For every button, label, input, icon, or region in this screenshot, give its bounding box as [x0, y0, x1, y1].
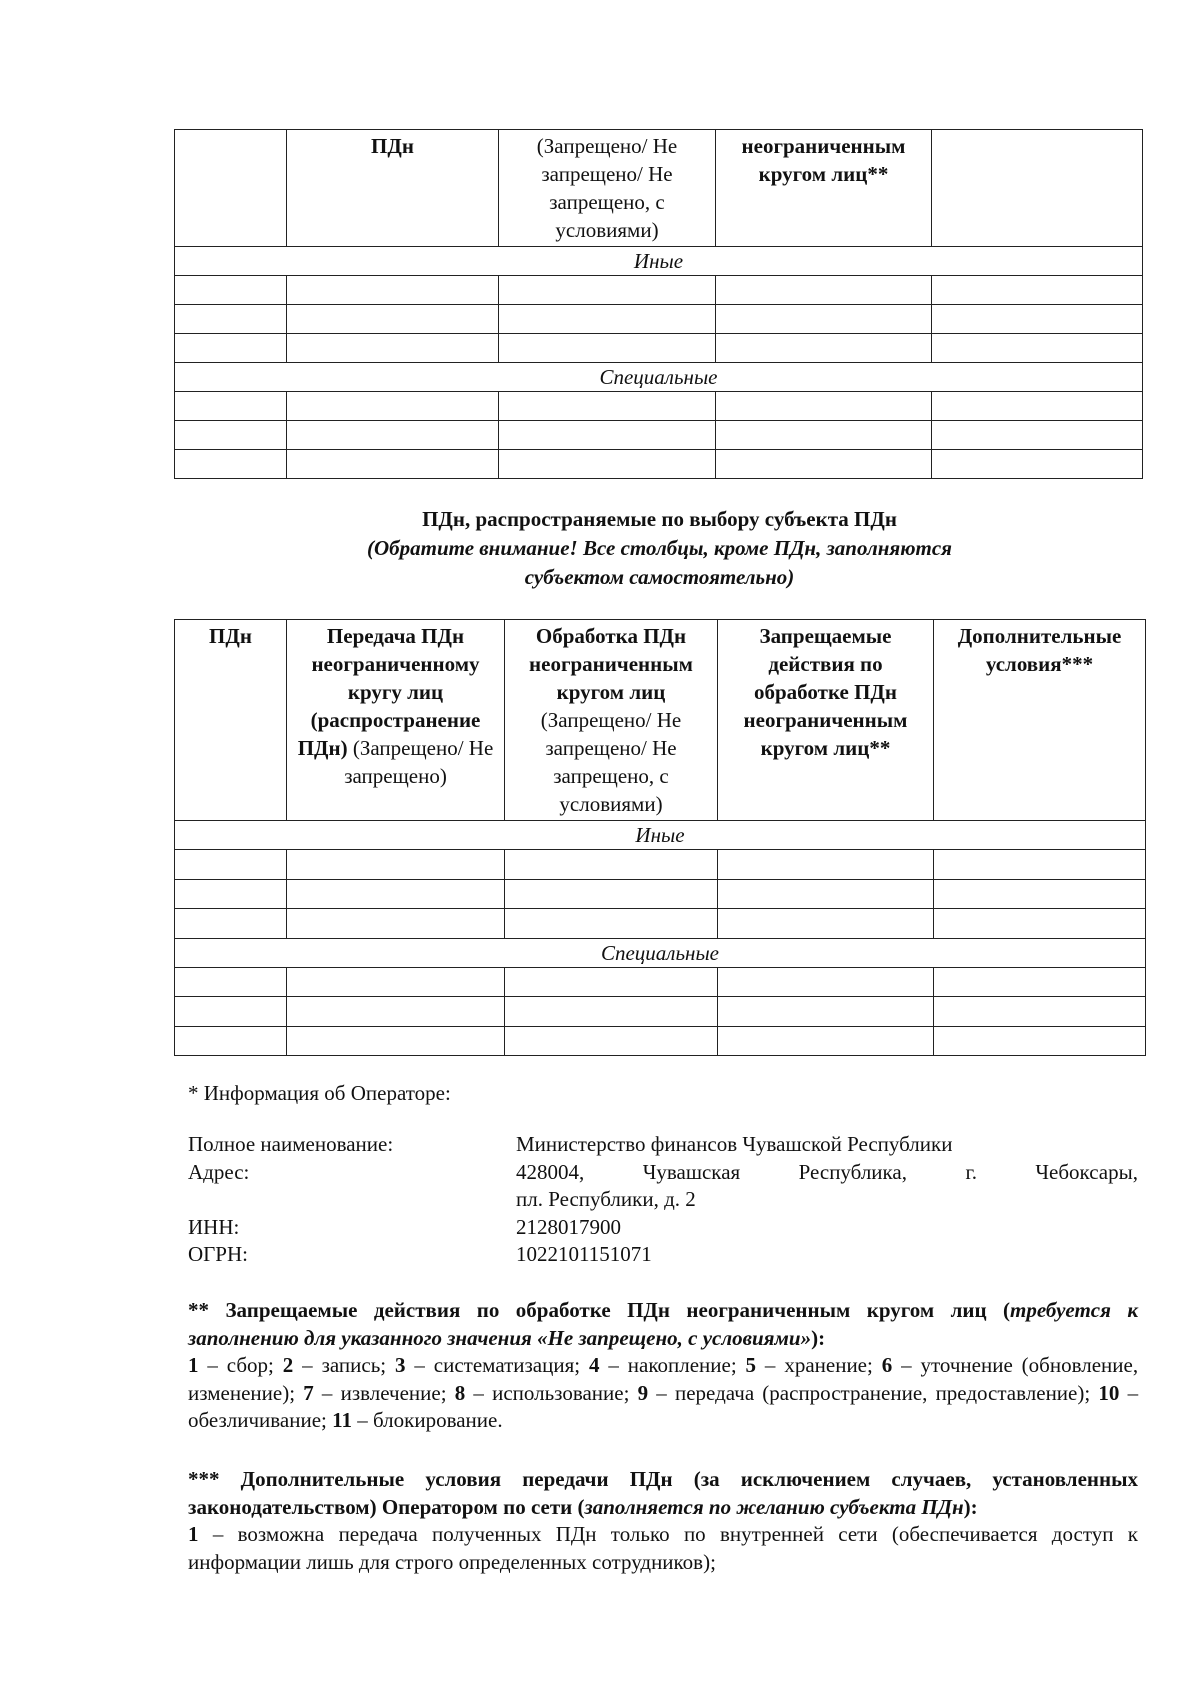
table-cell — [716, 276, 932, 305]
item-text: использование; — [492, 1380, 630, 1405]
table-cell — [499, 334, 716, 363]
header-cell — [934, 620, 1146, 821]
table-cell — [175, 850, 287, 880]
section-row — [175, 247, 1143, 276]
table-row — [175, 850, 1146, 880]
table-cell — [932, 421, 1143, 450]
header-bold: ПДн — [209, 624, 252, 648]
table-cell — [505, 850, 718, 880]
item-number: 10 — [1098, 1380, 1120, 1405]
table-cell — [932, 334, 1143, 363]
table-cell — [287, 392, 499, 421]
item-number: 1 — [188, 1353, 199, 1377]
item-text: передача (распространение, предоставление); — [674, 1380, 1091, 1405]
table-cell — [175, 909, 287, 939]
table-row — [175, 334, 1143, 363]
section-row — [175, 363, 1143, 392]
table-cell — [505, 909, 718, 939]
table-cell — [499, 392, 716, 421]
header-bold: Обработка ПДн неограниченным кругом лиц — [529, 624, 693, 704]
header-bold: Передача ПДн неограниченному кругу лиц (распространение ПДн) — [297, 624, 481, 760]
footnote-title: Запрещаемые действия по обработке ПДн неограниченным кругом лиц — [225, 1298, 987, 1322]
table-header-row — [175, 620, 1146, 821]
item-text: извлечение; — [340, 1380, 447, 1405]
item-number: 8 — [454, 1380, 466, 1405]
item-number: 11 — [332, 1408, 352, 1432]
table-cell — [505, 1026, 718, 1056]
table-cell — [175, 276, 287, 305]
item-text: блокирование. — [372, 1408, 503, 1432]
section-note: (Обратите внимание! Все столбцы, кроме ПДн, заполняются субъектом самостоятельно) — [367, 536, 952, 589]
table-cell — [718, 879, 934, 909]
footnote-marker: ** — [188, 1298, 209, 1322]
item-text: накопление; — [627, 1353, 737, 1377]
table-cell — [175, 334, 287, 363]
table-cell — [175, 421, 287, 450]
table-cell — [934, 1026, 1146, 1056]
table-cell — [499, 305, 716, 334]
item-text: сбор; — [226, 1353, 274, 1377]
operator-info — [188, 1131, 1138, 1269]
section-row — [175, 938, 1146, 967]
table-row — [175, 997, 1146, 1027]
table-cell — [716, 334, 932, 363]
field-label: Адрес: — [188, 1159, 250, 1184]
table-cell — [718, 850, 934, 880]
item-number: 4 — [589, 1353, 600, 1377]
footnote-items: 1 – сбор; 2 – запись; 3 – систематизация; 4 – накопление; 5 – хранение; 6 – уточнение (обновление, изменение); 7 – извлечение; 8 – использование; 9 – передача (распространение, предоставление); 10 – обезличивание; 11 – блокирование. — [188, 1353, 1139, 1432]
item-number: 5 — [745, 1353, 757, 1377]
footnote-additional-conditions: *** Дополнительные условия передачи ПДн (за исключением случаев, установленных законодательством) Оператором по сети (заполняется по желанию субъекта ПДн): 1 – возможна передача полученных ПДн только по внутренней сети (обеспечивается доступ к информации лишь для строго определенных сотрудников); — [188, 1467, 1138, 1574]
field-value: 428004, Чувашская Республика, г. Чебоксары, — [516, 1159, 1138, 1184]
item-number: 9 — [637, 1380, 649, 1405]
header-cell: неограниченным кругом лиц** — [716, 130, 932, 247]
table-cell — [716, 450, 932, 479]
table-row — [175, 392, 1143, 421]
item-number: 1 — [188, 1522, 199, 1546]
footnote-marker: *** — [188, 1467, 220, 1491]
table-cell — [287, 879, 505, 909]
table-cell — [287, 276, 499, 305]
header-cell — [287, 620, 505, 821]
operator-address-row — [188, 1159, 1138, 1214]
table-subject-choice — [174, 619, 1146, 1056]
table-row — [175, 421, 1143, 450]
table-cell — [287, 334, 499, 363]
header-cell — [932, 130, 1143, 247]
section-title: Специальные — [175, 363, 1143, 392]
header-bold: Запрещаемые действия по обработке ПДн неограниченным кругом лиц** — [743, 624, 908, 760]
table-header-row — [175, 130, 1143, 247]
item-number: 3 — [395, 1353, 406, 1377]
table-cell — [934, 997, 1146, 1027]
table-cell — [175, 392, 287, 421]
footnote-title: Дополнительные условия передачи ПДн (за исключением случаев, установленных законодательством) Оператором по сети — [188, 1467, 1138, 1519]
table-row — [175, 276, 1143, 305]
field-value-cont: пл. Республики, д. 2 — [516, 1187, 696, 1211]
table-cell — [287, 450, 499, 479]
table-cell — [499, 276, 716, 305]
table-cell — [499, 421, 716, 450]
table-cell — [175, 879, 287, 909]
footnote-subtitle: заполняется по желанию субъекта ПДн — [584, 1494, 964, 1519]
item-text: систематизация; — [433, 1353, 581, 1377]
table-row — [175, 1026, 1146, 1056]
table-cell — [175, 997, 287, 1027]
field-label: Полное наименование: — [188, 1132, 394, 1156]
section-title: Иные — [175, 247, 1143, 276]
table-cell — [716, 421, 932, 450]
table-cell — [175, 1026, 287, 1056]
table-cell — [287, 967, 505, 997]
table-cell — [287, 850, 505, 880]
table-cell — [932, 450, 1143, 479]
table-cell — [934, 879, 1146, 909]
table-continued — [174, 129, 1143, 479]
header-cell — [175, 130, 287, 247]
operator-ogrn-row — [188, 1241, 1138, 1269]
field-label: ОГРН: — [188, 1242, 248, 1266]
footnote-forbidden-actions: ** Запрещаемые действия по обработке ПДн неограниченным кругом лиц (требуется к заполнению для указанного значения «Не запрещено, с условиями»): 1 – сбор; 2 – запись; 3 – систематизация; 4 – накопление; 5 – хранение; 6 – уточнение (обновление, изменение); 7 – извлечение; 8 – использование; 9 – передача (распространение, предоставление); 10 – обезличивание; 11 – блокирование. — [188, 1298, 1139, 1432]
table-cell — [287, 997, 505, 1027]
item-text: запись; — [321, 1353, 387, 1377]
header-cell — [505, 620, 718, 821]
table-row — [175, 967, 1146, 997]
table-cell — [287, 909, 505, 939]
item-text: возможна передача полученных ПДн только по внутренней сети (обеспечивается доступ к информации лишь для строго определенных сотрудников); — [188, 1522, 1138, 1574]
table-cell — [505, 997, 718, 1027]
table-cell — [718, 909, 934, 939]
header-cell — [718, 620, 934, 821]
table-cell — [287, 1026, 505, 1056]
section-row — [175, 821, 1146, 850]
table-cell — [932, 305, 1143, 334]
field-label: ИНН: — [188, 1214, 240, 1239]
table-cell — [718, 997, 934, 1027]
table-cell — [287, 421, 499, 450]
header-cell: ПДн — [287, 130, 499, 247]
table-cell — [505, 967, 718, 997]
item-text: уточнение (обновление, изменение); — [188, 1353, 1139, 1405]
table-cell — [932, 276, 1143, 305]
header-normal: (Запрещено/ Не запрещено/ Не запрещено, с условиями) — [540, 708, 682, 816]
table-cell — [175, 967, 287, 997]
table-cell — [175, 305, 287, 334]
item-text: хранение; — [784, 1353, 873, 1377]
section-title: ПДн, распространяемые по выбору субъекта ПДн — [422, 507, 897, 531]
footnote-subtitle: требуется к заполнению для указанного значения «Не запрещено, с условиями» — [188, 1298, 1139, 1350]
table-cell — [718, 967, 934, 997]
table-cell — [505, 879, 718, 909]
table-cell — [934, 909, 1146, 939]
field-value: Министерство финансов Чувашской Республики — [516, 1132, 953, 1156]
operator-name-row — [188, 1131, 1138, 1159]
section-title: Иные — [175, 821, 1146, 850]
table-cell — [499, 450, 716, 479]
header-cell — [175, 620, 287, 821]
item-text: обезличивание; — [188, 1408, 327, 1432]
operator-info-title: * Информация об Операторе: — [188, 1081, 451, 1105]
field-value: 1022101151071 — [516, 1242, 652, 1266]
table-row — [175, 450, 1143, 479]
header-normal: (Запрещено/ Не запрещено) — [344, 736, 494, 788]
table-cell — [287, 305, 499, 334]
header-cell: (Запрещено/ Не запрещено/ Не запрещено, с условиями) — [499, 130, 716, 247]
table-cell — [932, 392, 1143, 421]
table-row — [175, 909, 1146, 939]
table-cell — [934, 850, 1146, 880]
section-title: Специальные — [175, 938, 1146, 967]
field-value: 2128017900 — [516, 1214, 621, 1239]
table-cell — [716, 392, 932, 421]
table-cell — [718, 1026, 934, 1056]
table-row — [175, 879, 1146, 909]
table-cell — [175, 450, 287, 479]
table-cell — [934, 967, 1146, 997]
header-bold: Дополнительные условия*** — [957, 624, 1122, 676]
table-cell — [716, 305, 932, 334]
item-number: 2 — [282, 1353, 294, 1377]
table-row — [175, 305, 1143, 334]
item-number: 7 — [303, 1380, 314, 1405]
item-number: 6 — [881, 1353, 893, 1377]
operator-inn-row — [188, 1214, 1138, 1242]
footnote-items: 1 – возможна передача полученных ПДн только по внутренней сети (обеспечивается доступ к информации лишь для строго определенных сотрудников); — [188, 1522, 1138, 1574]
